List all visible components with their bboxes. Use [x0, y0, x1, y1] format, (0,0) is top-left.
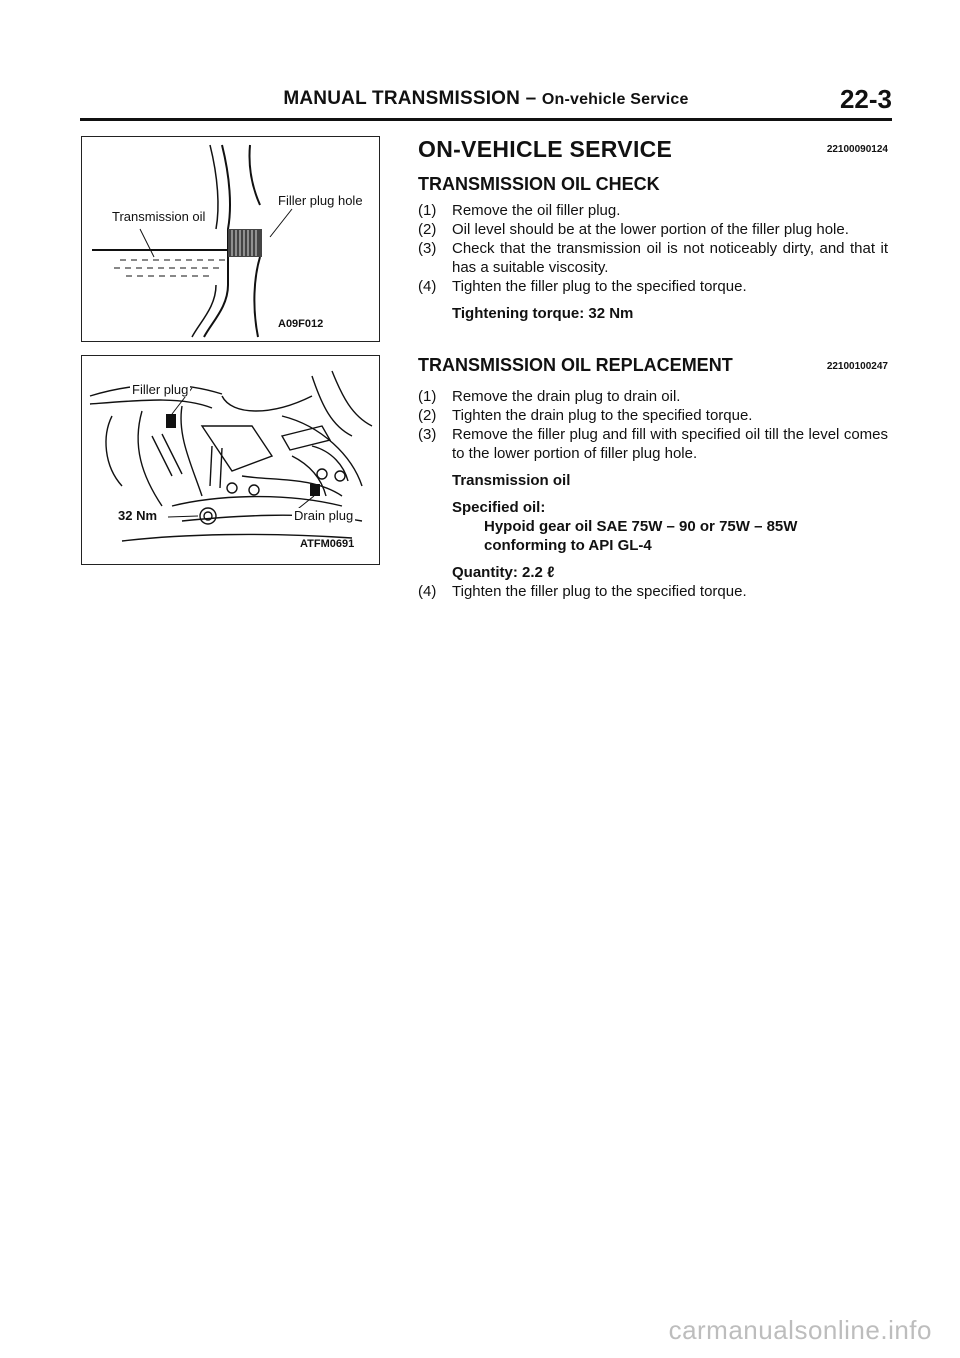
- oil-replacement-step: [418, 406, 888, 425]
- oil-check-step: [418, 239, 888, 277]
- transmission-oil-heading: Transmission oil: [452, 472, 571, 489]
- content-column: [418, 136, 888, 601]
- step-text: Tighten the filler plug to the specified torque.: [452, 583, 747, 600]
- oil-check-steps: [418, 201, 888, 296]
- oil-level-illustration: [82, 137, 379, 341]
- tightening-torque: Tightening torque: 32 Nm: [452, 305, 634, 322]
- transmission-oil-label: Transmission oil: [112, 209, 206, 224]
- section-heading-row: [418, 136, 888, 168]
- step-text: Check that the transmission oil is not noticeably dirty, and that it has a suitable viscosity.: [452, 240, 888, 276]
- oil-check-step: [418, 201, 888, 220]
- page-number: 22-3: [839, 84, 892, 114]
- specified-oil-line2: conforming to API GL-4: [484, 537, 652, 554]
- drain-plug-label: Drain plug: [294, 508, 354, 523]
- step-number: (2): [418, 221, 437, 238]
- step-text: Remove the filler plug and fill with specified oil till the level comes to the lower portion of filler plug hole.: [452, 426, 888, 462]
- specified-oil-line1: Hypoid gear oil SAE 75W – 90 or 75W – 85W: [484, 518, 798, 535]
- oil-replacement-title: TRANSMISSION OIL REPLACEMENT: [418, 355, 733, 375]
- watermark: carmanualsonline.info: [668, 1315, 932, 1345]
- step-number: (3): [418, 426, 437, 443]
- step-number: (4): [418, 583, 437, 600]
- oil-replacement-step: [418, 582, 888, 601]
- oil-level-figure: [81, 136, 380, 342]
- step-text: Oil level should be at the lower portion of the filler plug hole.: [452, 221, 849, 238]
- filler-plug-label: Filler plug: [132, 382, 189, 397]
- oil-quantity: Quantity: 2.2 ℓ: [452, 564, 555, 581]
- step-text: Tighten the drain plug to the specified torque.: [452, 407, 753, 424]
- header-title-main: MANUAL TRANSMISSION: [283, 88, 521, 109]
- oil-check-step: [418, 277, 888, 296]
- header-title-separator: –: [520, 88, 542, 109]
- header-title-sub: On-vehicle Service: [541, 91, 689, 108]
- filler-plug-hole-label: Filler plug hole: [278, 193, 363, 208]
- step-number: (1): [418, 388, 437, 405]
- oil-replacement-steps: [418, 387, 888, 463]
- section-title: ON-VEHICLE SERVICE: [418, 136, 673, 162]
- step-number: (2): [418, 407, 437, 424]
- oil-check-step: [418, 220, 888, 239]
- header-rule: [80, 118, 892, 121]
- replacement-code: 22100100247: [826, 361, 888, 372]
- step-text: Remove the oil filler plug.: [452, 202, 621, 219]
- plug-location-figure: [81, 355, 380, 565]
- figure2-code: ATFM0691: [300, 538, 355, 550]
- step-text: Tighten the filler plug to the specified torque.: [452, 278, 747, 295]
- replacement-heading-row: [418, 355, 888, 385]
- specified-oil-label: Specified oil:: [452, 499, 546, 516]
- oil-replacement-step: [418, 387, 888, 406]
- oil-replacement-step: [418, 425, 888, 463]
- header-title: [80, 88, 892, 110]
- figure1-code: A09F012: [278, 318, 324, 330]
- torque-label: 32 Nm: [118, 508, 158, 523]
- plug-location-illustration: [82, 356, 379, 564]
- oil-check-title: TRANSMISSION OIL CHECK: [418, 174, 660, 194]
- page-header: [80, 84, 892, 114]
- step-number: (1): [418, 202, 437, 219]
- step-text: Remove the drain plug to drain oil.: [452, 388, 681, 405]
- step-number: (4): [418, 278, 437, 295]
- step-number: (3): [418, 240, 437, 257]
- section-code: 22100090124: [826, 144, 888, 155]
